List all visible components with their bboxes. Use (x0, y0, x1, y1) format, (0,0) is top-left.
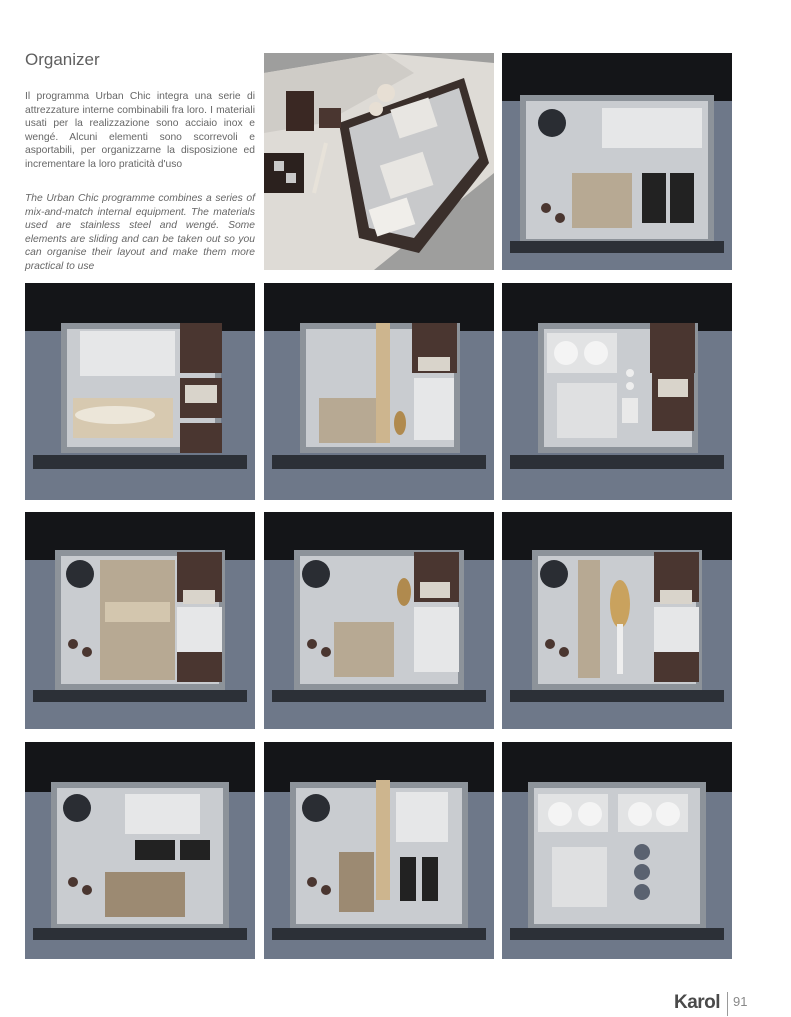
photo-drawer-4 (502, 283, 732, 500)
photo-drawer-10 (502, 742, 732, 959)
photo-drawer-9 (264, 742, 494, 959)
photo-drawer-open (264, 53, 494, 270)
footer-divider (727, 992, 728, 1016)
brand-logo: Karol (674, 992, 721, 1013)
description-english: The Urban Chic programme combines a series of mix-and-match internal equipment. The materials used are stainless steel and wengé. Some elements are sliding and can be taken out so you can organise their layout and make them more practical to use (25, 193, 255, 272)
photo-drawer-6 (264, 512, 494, 729)
photo-drawer-2 (25, 283, 255, 500)
description-italian: Il programma Urban Chic integra una serie di attrezzature interne combinabili fra loro. I materiali usati per la realizzazione sono acciaio inox e wengé. Alcuni elementi sono scorrevoli e asportabili, per organizzarne la disposizione ed incrementare la loro praticità d'uso (25, 91, 255, 170)
photo-drawer-1 (502, 53, 732, 270)
photo-drawer-5 (25, 512, 255, 729)
photo-drawer-3 (264, 283, 494, 500)
section-title: Organizer (25, 50, 100, 69)
photo-drawer-7 (502, 512, 732, 729)
page-number: 91 (733, 994, 748, 1009)
photo-drawer-8 (25, 742, 255, 959)
